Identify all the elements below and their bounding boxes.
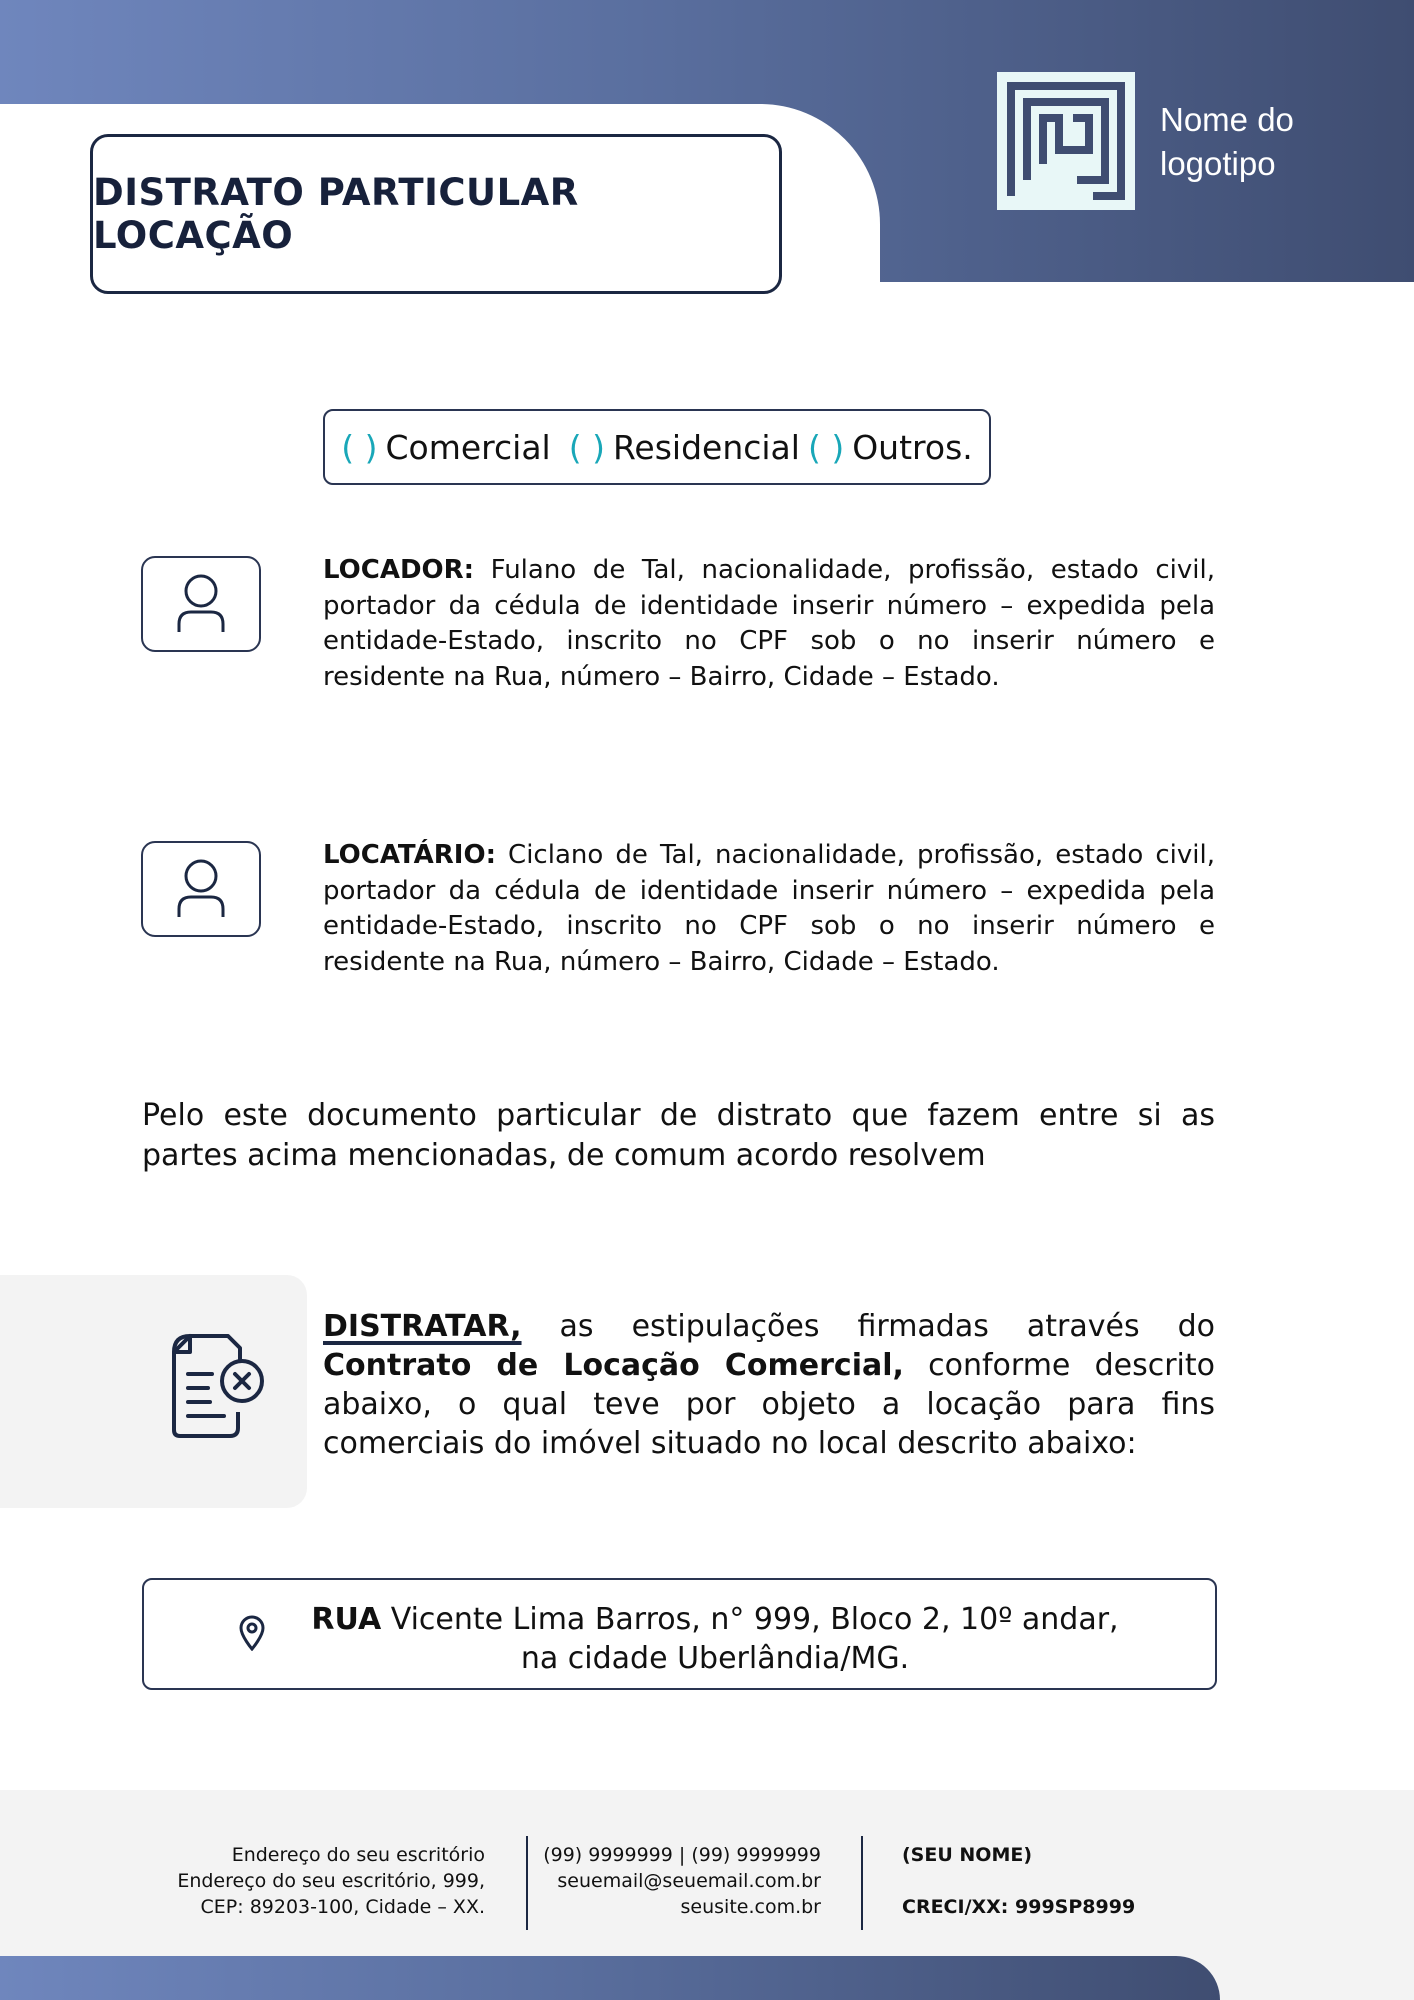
option-residencial: Residencial [612, 427, 800, 467]
locador-avatar [141, 556, 261, 652]
page-title: DISTRATO PARTICULAR LOCAÇÃO [93, 171, 579, 257]
distratar-text2: conforme descrito abaixo, o qual teve por objeto a locação para fins comerciais do imóvel situado no local descrito abaixo: [323, 1348, 1215, 1461]
logo-text-line1: Nome do [1160, 101, 1294, 138]
footer-phone[interactable]: (99) 9999999 | (99) 9999999 [543, 1844, 821, 1866]
checkbox-residencial[interactable]: ( ) [568, 427, 605, 467]
footer-band [0, 1956, 1220, 2000]
office-line-2: Endereço do seu escritório, 999, [177, 1870, 485, 1892]
contract-name: Contrato de Locação Comercial, [323, 1348, 904, 1383]
distratar-keyword: DISTRATAR, [323, 1309, 522, 1344]
document-cancel-icon [168, 1330, 268, 1440]
property-type-selector [323, 409, 991, 485]
distratar-text1: as estipulações firmadas através do [521, 1309, 1215, 1344]
locatario-text [323, 838, 1215, 980]
checkbox-comercial[interactable]: ( ) [341, 427, 378, 467]
agent-name: (SEU NOME) [902, 1844, 1033, 1866]
locatario-body: Ciclano de Tal, nacionalidade, profissão, estado civil, portador da cédula de identidade inserir número – expedida pela entidade-Estado, inscrito no CPF sob o no inserir número e residente na Rua, número – Bairro, Cidade – Estado. [323, 840, 1215, 977]
footer-website[interactable]: seusite.com.br [680, 1896, 821, 1918]
title-box [90, 134, 782, 294]
locador-label: LOCADOR: [323, 555, 475, 585]
agent-creci: CRECI/XX: 999SP8999 [902, 1896, 1136, 1918]
footer-divider [526, 1836, 528, 1930]
option-outros: Outros. [852, 427, 973, 467]
checkbox-outros[interactable]: ( ) [807, 427, 845, 467]
logo-text [1160, 98, 1294, 186]
address-body: Vicente Lima Barros, n° 999, Bloco 2, 10º andar, na cidade Uberlândia/MG. [381, 1602, 1119, 1676]
locatario-label: LOCATÁRIO: [323, 840, 496, 870]
office-line-1: Endereço do seu escritório [231, 1844, 485, 1866]
footer-contact [540, 1842, 821, 1920]
intro-paragraph: Pelo este documento particular de distrato que fazem entre si as partes acima mencionadas, de comum acordo resolvem [142, 1098, 1215, 1173]
distratar-text [323, 1307, 1215, 1463]
locatario-avatar [141, 841, 261, 937]
address-text [290, 1600, 1140, 1678]
office-line-3: CEP: 89203-100, Cidade – XX. [200, 1896, 485, 1918]
footer-office [160, 1842, 485, 1920]
footer-email[interactable]: seuemail@seuemail.com.br [557, 1870, 821, 1892]
locador-body: Fulano de Tal, nacionalidade, profissão, estado civil, portador da cédula de identidade inserir número – expedida pela entidade-Estado, inscrito no CPF sob o no inserir número e residente na Rua, número – Bairro, Cidade – Estado. [323, 555, 1215, 692]
user-icon [175, 857, 227, 921]
address-label: RUA [311, 1602, 382, 1637]
footer-agent [902, 1842, 1202, 1920]
option-comercial: Comercial [385, 427, 551, 467]
location-pin-icon [238, 1615, 266, 1651]
locador-text [323, 553, 1215, 695]
user-icon [175, 572, 227, 636]
footer-divider [861, 1836, 863, 1930]
maze-logo-icon [997, 72, 1135, 210]
header-cutout-bottom [880, 282, 1414, 322]
logo-text-line2: logotipo [1160, 145, 1276, 182]
